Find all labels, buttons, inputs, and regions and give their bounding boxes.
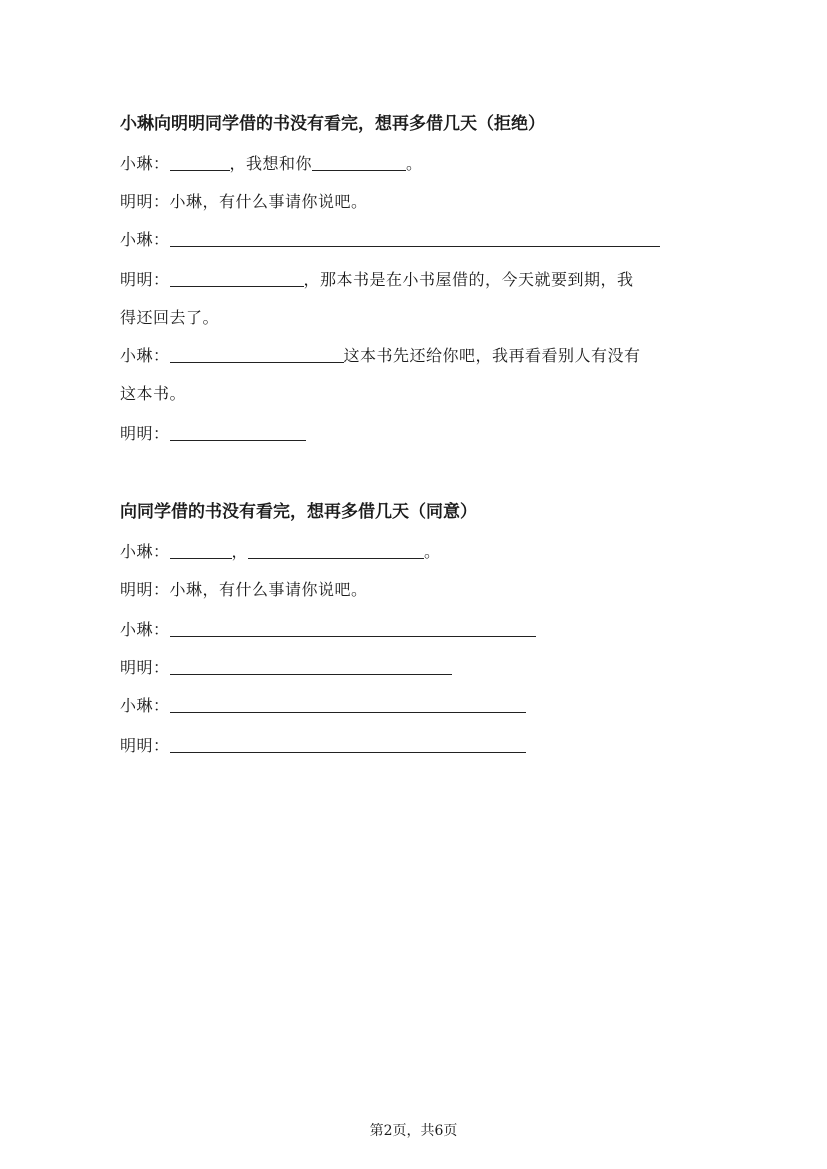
answer-blank[interactable]: [170, 618, 536, 637]
line-text: 这本书先还给你吧，我再看看别人有没有: [343, 346, 641, 365]
section1-line3: [120, 228, 660, 252]
answer-blank[interactable]: [170, 540, 232, 559]
answer-blank[interactable]: [312, 152, 406, 171]
line-text: ，我想和你: [229, 154, 313, 173]
speaker-label: 明明：: [120, 658, 170, 677]
answer-blank[interactable]: [170, 734, 526, 753]
line-text: ，那本书是在小书屋借的，今天就要到期，我: [303, 270, 634, 289]
speaker-label: 明明：: [120, 736, 170, 755]
answer-blank[interactable]: [170, 152, 230, 171]
section2-line5: [120, 694, 526, 718]
section1-title: 小琳向明明同学借的书没有看完，想再多借几天（拒绝）: [120, 114, 545, 134]
answer-blank[interactable]: [248, 540, 424, 559]
section2-line3: [120, 618, 536, 642]
section1-line1: [120, 152, 423, 176]
speaker-label: 明明：: [120, 580, 170, 599]
page-number: 第2页，共6页: [369, 1123, 458, 1139]
section2-line6: [120, 734, 526, 758]
section2-title: 向同学借的书没有看完，想再多借几天（同意）: [120, 502, 477, 522]
speaker-label: 小琳：: [120, 230, 170, 249]
answer-blank[interactable]: [170, 694, 526, 713]
line-text: 小琳，有什么事请你说吧。: [169, 580, 368, 599]
line-text: 。: [406, 154, 423, 173]
speaker-label: 小琳：: [120, 346, 170, 365]
answer-blank[interactable]: [170, 228, 660, 247]
speaker-label: 小琳：: [120, 154, 170, 173]
section2-line2: [120, 578, 368, 602]
section1-line4: [120, 268, 634, 292]
speaker-label: 小琳：: [120, 696, 170, 715]
speaker-label: 小琳：: [120, 542, 170, 561]
answer-blank[interactable]: [170, 422, 306, 441]
speaker-label: 明明：: [120, 192, 170, 211]
speaker-label: 明明：: [120, 270, 170, 289]
answer-blank[interactable]: [170, 344, 344, 363]
section2-line1: [120, 540, 441, 564]
section1-line6: [120, 422, 306, 446]
section1-line5-cont: 这本书。: [120, 384, 187, 403]
speaker-label: 小琳：: [120, 620, 170, 639]
section1-line5: [120, 344, 641, 368]
line-text: ，: [231, 542, 249, 561]
section2-line4: [120, 656, 452, 680]
line-text: 小琳，有什么事请你说吧。: [169, 192, 368, 211]
line-text: 。: [424, 542, 441, 561]
answer-blank[interactable]: [170, 268, 304, 287]
section1-line2: [120, 190, 368, 214]
section1-line4-cont: 得还回去了。: [120, 308, 220, 327]
answer-blank[interactable]: [170, 656, 452, 675]
speaker-label: 明明：: [120, 424, 170, 443]
